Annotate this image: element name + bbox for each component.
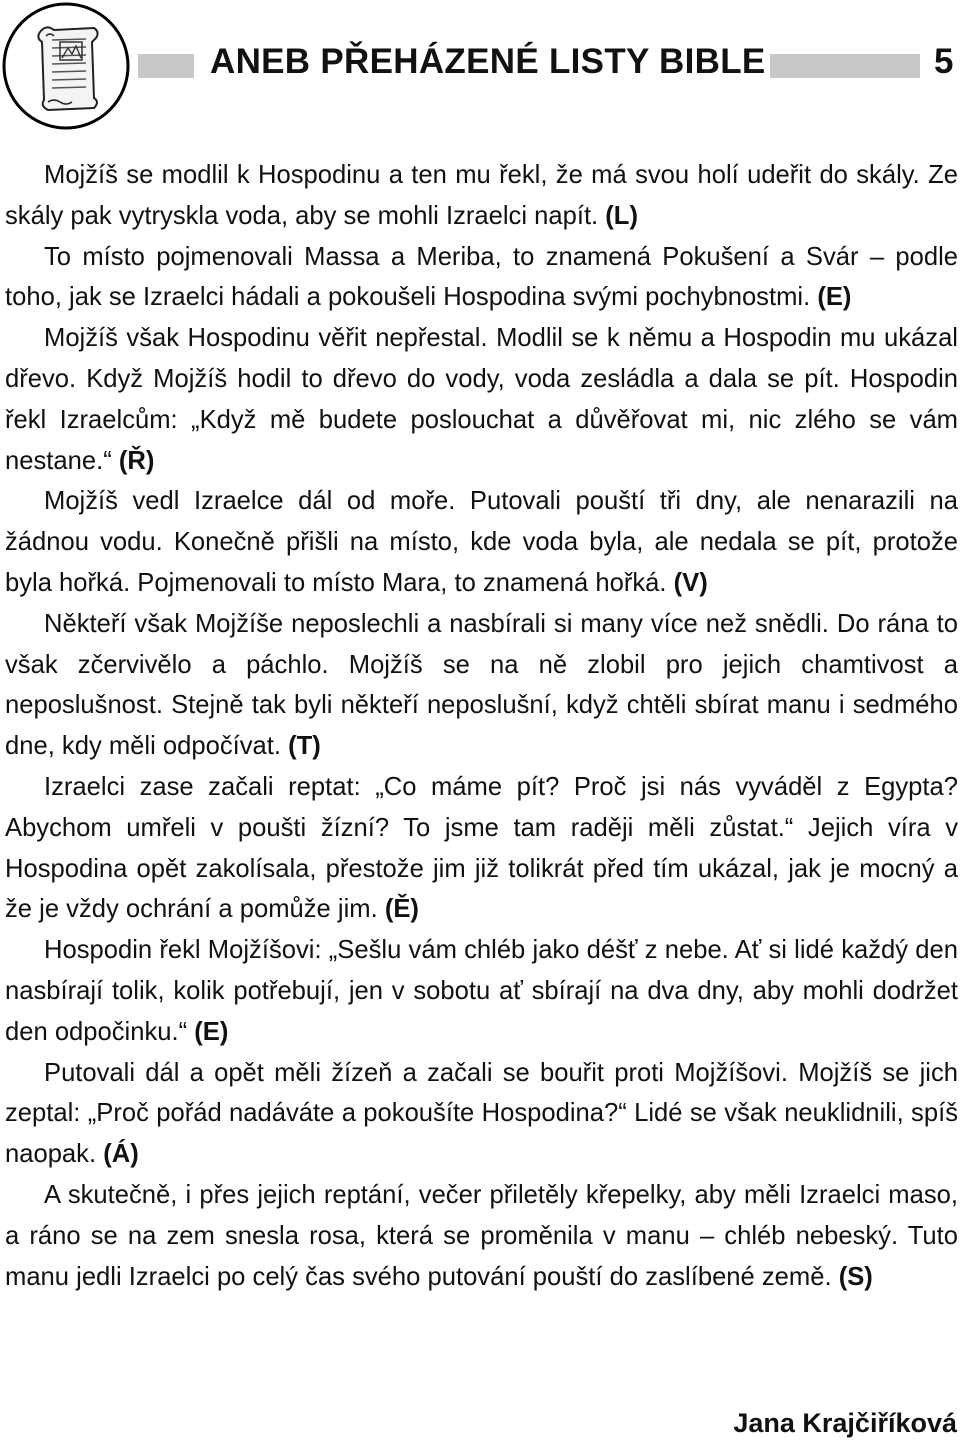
header-bar-left xyxy=(138,54,194,78)
letter-tag: (T) xyxy=(288,732,321,761)
paragraph-text: Mojžíš vedl Izraelce dál od moře. Putovali pouští tři dny, ale nenarazili na žádnou vodu. Konečně přišli na místo, kde voda byla, ale nedala se pít, protože byla hořká. Pojmenovali to místo Mara, to znamená hořká. xyxy=(5,487,958,597)
letter-tag: (Ě) xyxy=(384,895,419,924)
page-number: 5 xyxy=(934,42,954,81)
letter-tag: (E) xyxy=(194,1017,229,1046)
paragraph xyxy=(5,604,958,767)
letter-tag: (Ř) xyxy=(118,446,155,475)
paragraph xyxy=(5,318,958,481)
author-signature: Jana Krajčiříková xyxy=(733,1408,957,1438)
story-text xyxy=(5,155,958,1297)
paragraph xyxy=(5,155,958,237)
paragraph-text: Mojžíš však Hospodinu věřit nepřestal. Modlil se k němu a Hospodin mu ukázal dřevo. Když Mojžíš hodil to dřevo do vody, voda zesládla a dala se pít. Hospodin řekl Izraelcům: „Když mě budete poslouchat a důvěřovat mi, nic zlého se vám nestane.“ xyxy=(5,324,958,475)
letter-tag: (S) xyxy=(838,1262,873,1291)
paragraph xyxy=(5,1053,958,1175)
paragraph xyxy=(5,930,958,1052)
paragraph-text: Někteří však Mojžíše neposlechli a nasbírali si many více než snědli. Do rána to však zčervivělo a páchlo. Mojžíš se na ně zlobil pro jejich chamtivost a neposlušnost. Stejně tak byli někteří neposlušní, když chtěli sbírat manu i sedmého dne, kdy měli odpočívat. xyxy=(5,609,958,761)
paragraph-text: Izraelci zase začali reptat: „Co máme pít? Proč jsi nás vyváděl z Egypta? Abychom umřeli v poušti žízní? To jsme tam raději měli zůstat.“ Jejich víra v Hospodina opět zakolísala, přestože jim již tolikrát před tím ukázal, jak je mocný a že je vždy ochrání a pomůže jim. xyxy=(5,772,958,924)
paragraph-text: Putovali dál a opět měli žízeň a začali se bouřit proti Mojžíšovi. Mojžíš se jich zeptal: „Proč pořád nadáváte a pokoušíte Hospodina?“ Lidé se však neuklidnili, spíš naopak. xyxy=(5,1058,958,1169)
paragraph-text: Mojžíš se modlil k Hospodinu a ten mu řekl, že má svou holí udeřit do skály. Ze skály pak vytryskla voda, aby se mohli Izraelci napít. xyxy=(5,161,958,230)
paragraph xyxy=(5,237,958,319)
paragraph xyxy=(5,481,958,603)
letter-tag: (L) xyxy=(605,201,638,230)
letter-tag: (Á) xyxy=(103,1140,139,1169)
paragraph-text: To místo pojmenovali Massa a Meriba, to znamená Pokušení a Svár – podle toho, jak se Izraelci hádali a pokoušeli Hospodina svými pochybnostmi. xyxy=(5,242,958,312)
letter-tag: (E) xyxy=(817,283,852,312)
paragraph-text: Hospodin řekl Mojžíšovi: „Sešlu vám chléb jako déšť z nebe. Ať si lidé každý den nasbírají tolik, kolik potřebují, jen v sobotu ať sbírají na dva dny, aby mohli dodržet den odpočinku.“ xyxy=(5,936,958,1046)
scroll-icon xyxy=(2,2,130,130)
header-bar-right xyxy=(770,54,920,78)
paragraph-text: A skutečně, i přes jejich reptání, večer přiletěly křepelky, aby měli Izraelci maso, a ráno se na zem snesla rosa, která se proměnila v manu – chléb nebeský. Tuto manu jedli Izraelci po celý čas svého putování pouští do zaslíbené země. xyxy=(5,1180,958,1291)
page-title: ANEB PŘEHÁZENÉ LISTY BIBLE xyxy=(210,42,766,81)
page-header xyxy=(0,0,960,130)
letter-tag: (V) xyxy=(673,568,708,597)
paragraph xyxy=(5,1175,958,1297)
paragraph xyxy=(5,767,958,930)
